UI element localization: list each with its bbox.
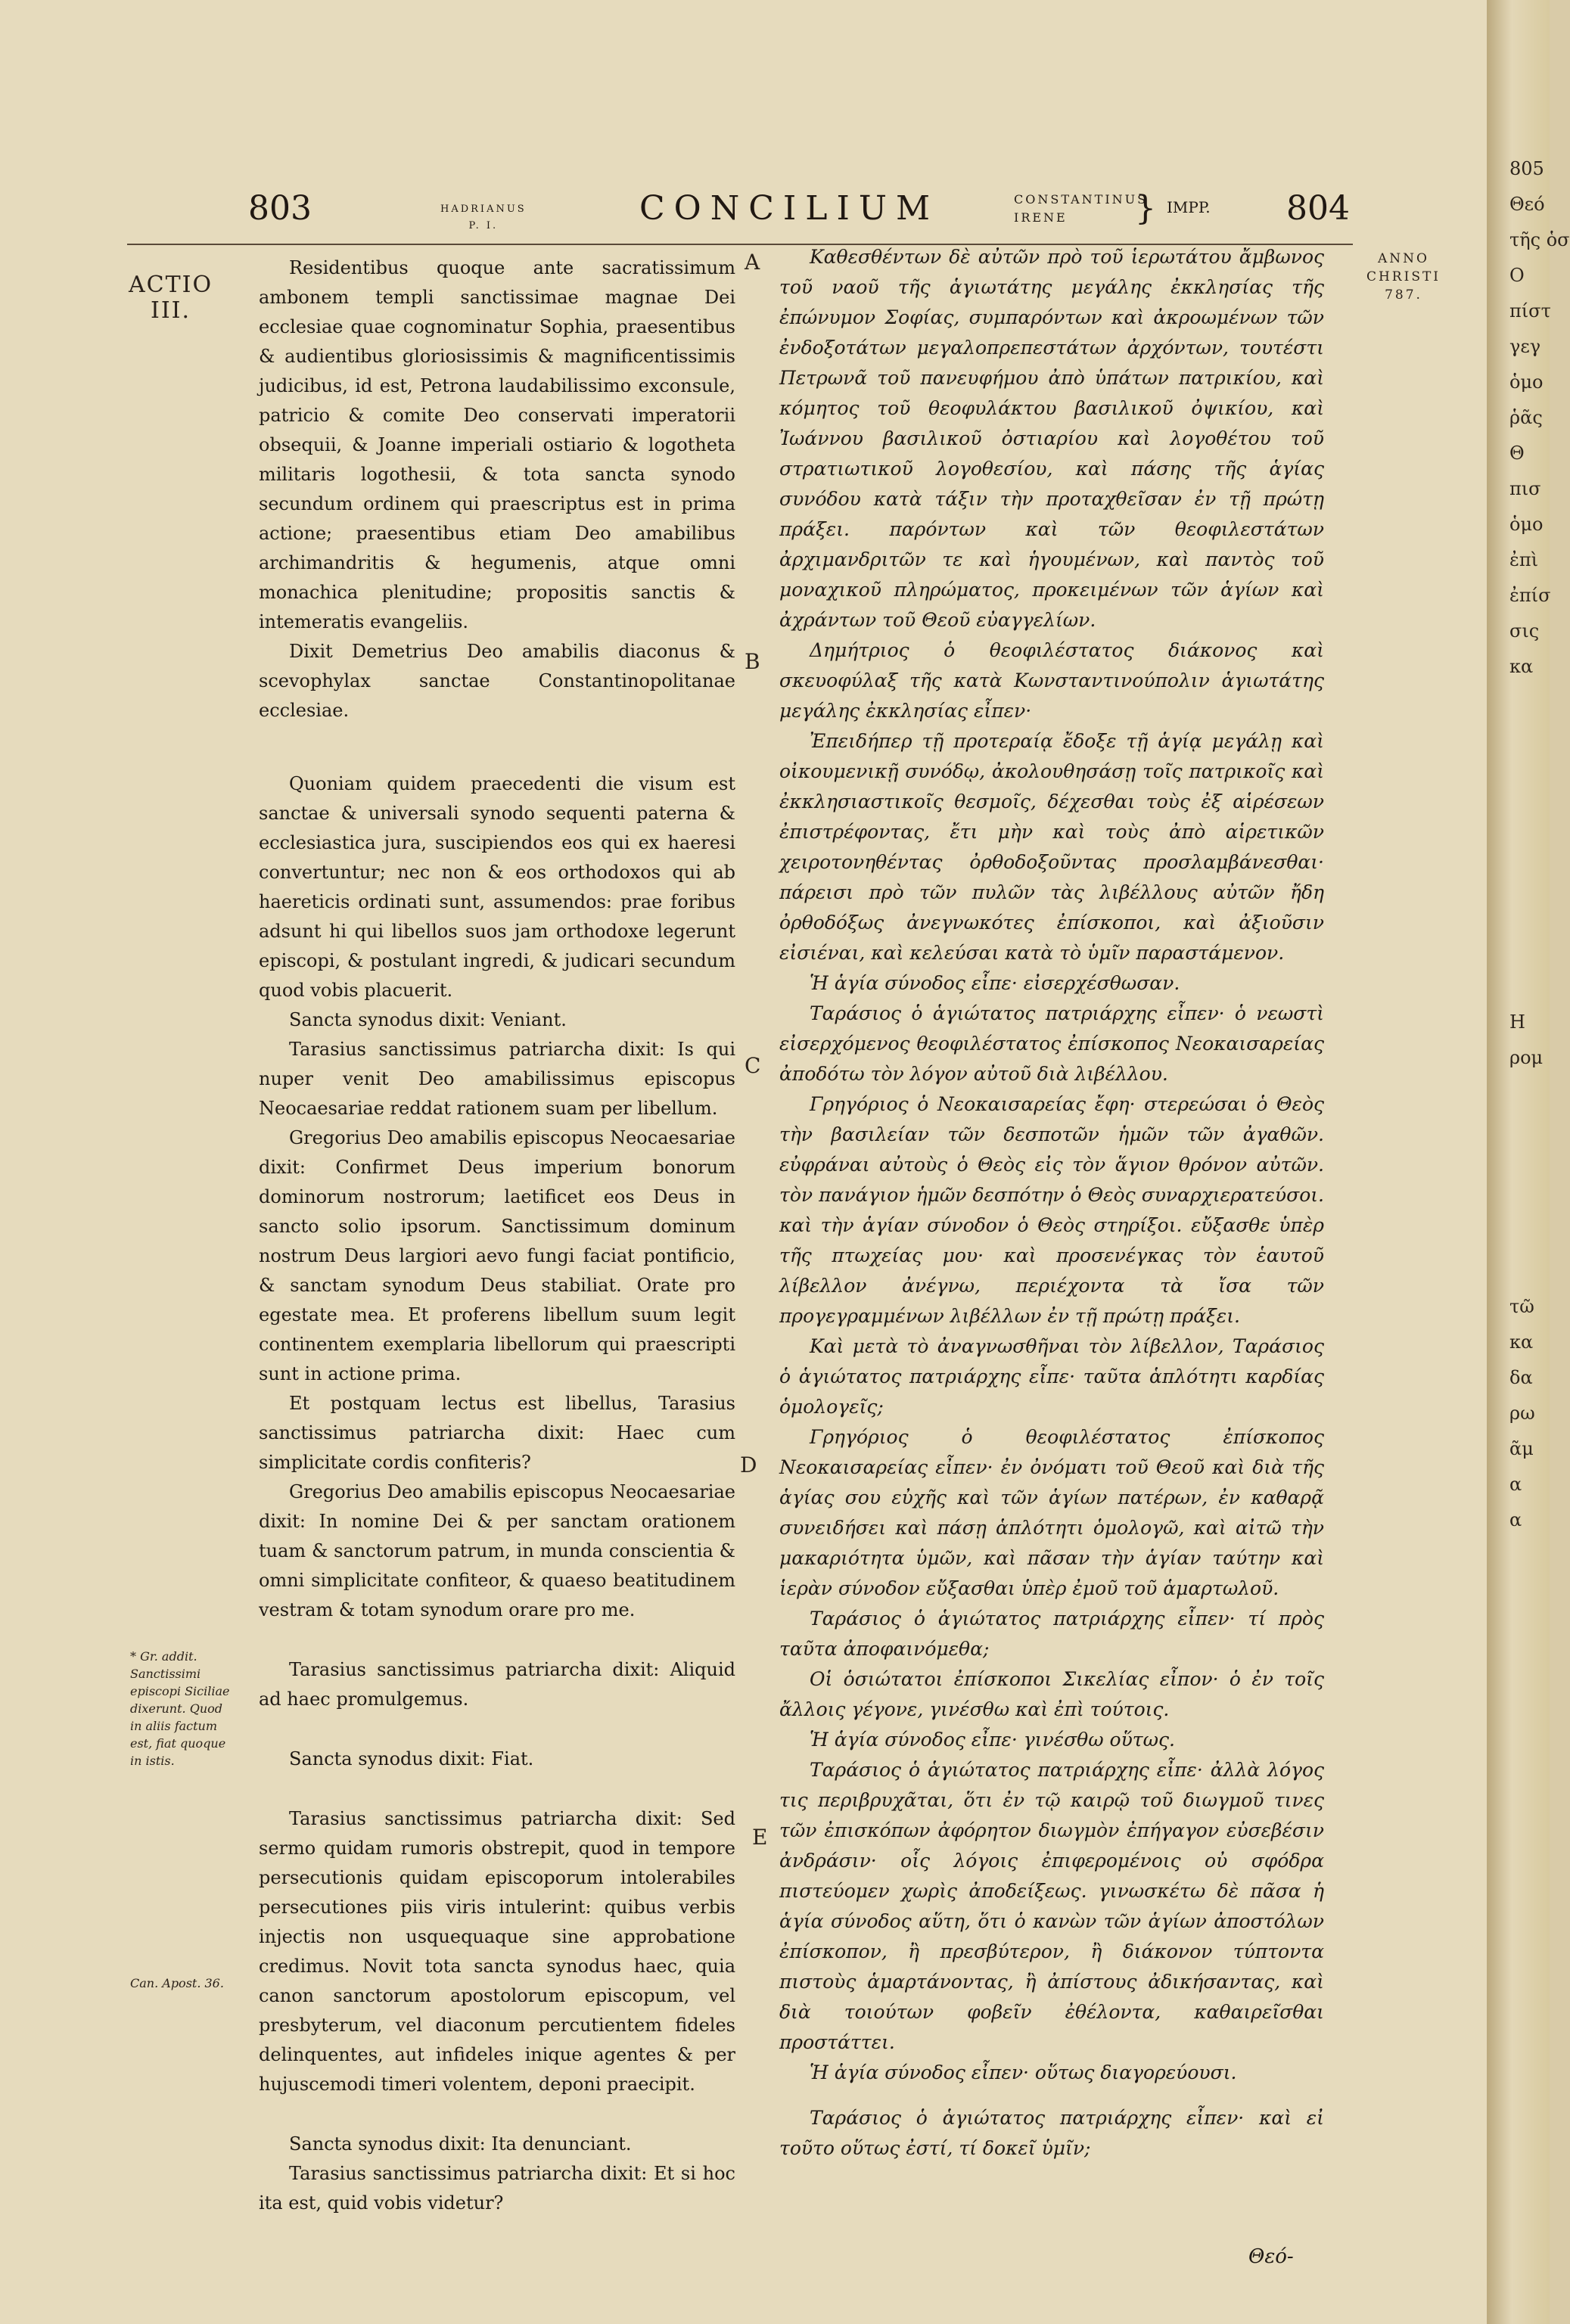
- greek-para: Γρηγόριος ὁ θεοφιλέστατος ἐπίσκοπος Νεοκαισαρείας εἶπεν· ἐν ὀνόματι τοῦ Θεοῦ καὶ διὰ τῆς ἁγίας σου εὐχῆς καὶ τῶν ἁγίων πατέρων, ἐν καθαρᾷ συνειδήσει καὶ πάσῃ ἁπλότητι ὁμολογῶ, καὶ αἰτῶ τὴν μακαριότητα ὑμῶν, καὶ πᾶσαν τὴν ἁγίαν ταύτην καὶ ἱερὰν σύνοδον εὔξασθαι ὑπὲρ ἐμοῦ τοῦ ἁμαρτωλοῦ.: [779, 1426, 1324, 1599]
- greek-para: Καὶ μετὰ τὸ ἀναγνωσθῆναι τὸν λίβελλον, Ταράσιος ὁ ἁγιώτατος πατριάρχης εἶπε· ταῦτα ἁπλότητι καρδίας ὁμολογεῖς;: [779, 1335, 1324, 1418]
- section-letter-a: A: [745, 250, 760, 275]
- greek-para: Ταράσιος ὁ ἁγιώτατος πατριάρχης εἶπε· ἀλλὰ λόγος τις περιβρυχᾶται, ὅτι ἐν τῷ καιρῷ τοῦ διωγμοῦ τινες τῶν ἐπισκόπων ἀφόρητον διωγμὸν ἐπήγαγον εὐσεβέσιν ἀνδράσιν· οἷς λόγοις ἐπιφερομένοις οὐ σφόδρα πιστεύομεν χωρὶς ἀποδείξεως. γινωσκέτω δὲ πᾶσα ἡ ἁγία σύνοδος αὕτη, ὅτι ὁ κανὼν τῶν ἁγίων ἀποστόλων ἐπίσκοπον, ἢ πρεσβύτερον, ἢ διάκονον τύπτοντα πιστοὺς ἁμαρτάνοντας, ἢ ἀπίστους ἀδικήσαντας, καὶ διὰ τοιούτων φοβεῖν ἐθέλοντα, καθαιρεῖσθαι προστάττει.: [779, 1759, 1324, 2053]
- greek-para: Οἱ ὁσιώτατοι ἐπίσκοποι Σικελίας εἶπον· ὁ ἐν τοῖς ἄλλοις γέγονε, γινέσθω καὶ ἐπὶ τούτοις.: [779, 1668, 1324, 1720]
- next-page-edge-text: 805 Θεό τῆς ὁσ Ο πίστ γεγ ὁμο ῥᾶς Θ πισ ὁμο ἐπὶ ἐπίσ σις κα Η ρομ τῶ κα δα ρω ᾶμ α α: [1509, 158, 1570, 1530]
- latin-para: Tarasius sanctissimus patriarcha dixit: Aliquid ad haec promulgemus.: [259, 1659, 735, 1710]
- latin-para: Tarasius sanctissimus patriarcha dixit: Is qui nuper venit Deo amabilissimus episcopus Neocaesariae reddat rationem suam per libellum.: [259, 1039, 735, 1119]
- latin-para: Sancta synodus dixit: Fiat.: [289, 1748, 534, 1769]
- latin-para: Sancta synodus dixit: Ita denunciant.: [289, 2133, 632, 2155]
- margin-actio: ACTIO III.: [129, 272, 213, 324]
- greek-para: Δημήτριος ὁ θεοφιλέστατος διάκονος καὶ σκευοφύλαξ τῆς κατὰ Κωνσταντινούπολιν ἁγιωτάτης μεγάλης ἐκκλησίας εἶπεν·: [779, 639, 1324, 722]
- greek-para: Ταράσιος ὁ ἁγιώτατος πατριάρχης εἶπεν· καὶ εἰ τοῦτο οὕτως ἐστί, τί δοκεῖ ὑμῖν;: [779, 2107, 1324, 2159]
- greek-para: Ἐπειδήπερ τῇ προτεραίᾳ ἔδοξε τῇ ἁγίᾳ μεγάλῃ καὶ οἰκουμενικῇ συνόδῳ, ἀκολουθησάσῃ τοῖς πατρικοῖς καὶ ἐκκλησιαστικοῖς θεσμοῖς, δέχεσθαι τοὺς ἐξ αἱρέσεων ἐπιστρέφοντας, ἔτι μὴν καὶ τοὺς ἀπὸ αἱρετικῶν χειροτονηθέντας ὀρθοδοξοῦντας προσλαμβάνεσθαι· πάρεισι πρὸ τῶν πυλῶν τὰς λιβέλλους αὐτῶν ἤδη ὀρθοδόξως ἀνεγνωκότες ἐπίσκοποι, καὶ ἀξιοῦσιν εἰσιέναι, καὶ κελεύσαι κατὰ τὸ ὑμῖν παραστάμενον.: [779, 730, 1324, 964]
- section-letter-d: D: [740, 1452, 757, 1477]
- latin-para: Residentibus quoque ante sacratissimum ambonem templi sanctissimae magnae Dei ecclesiae quae cognominatur Sophia, praesentibus & audientibus gloriosissimis & magnificentissimis judicibus, id est, Petrona laudabilissimo exconsule, patricio & comite Deo conservati imperatorii obsequii, & Joanne imperiali ostiario & logotheta militaris logothesii, & tota sancta synodo secundum ordinem qui praescriptus est in prima actione; praesentibus etiam Deo amabilibus archimandritis & hegumenis, atque omni monachica plenitudine; propositis sanctis & intemeratis evangeliis.: [259, 257, 735, 632]
- page-number-left: 803: [248, 189, 312, 228]
- latin-para: Gregorius Deo amabilis episcopus Neocaesariae dixit: In nomine Dei & per sanctam orationem tuam & sanctorum patrum, in munda conscientia & omni simplicitate confiteor, & quaeso beatitudinem vestram & totam synodum orare pro me.: [259, 1481, 735, 1620]
- greek-para: Ταράσιος ὁ ἁγιώτατος πατριάρχης εἶπεν· τί πρὸς ταῦτα ἀποφαινόμεθα;: [779, 1608, 1324, 1660]
- latin-para: Quoniam quidem praecedenti die visum est sanctae & universali synodo sequenti paterna & ecclesiastica jura, suscipiendos eos qui ex haeresi convertuntur; nec non & eos orthodoxos qui ab haereticis ordinati sunt, assumendos: prae foribus adsunt hi qui libellos suos jam orthodoxe legerunt episcopi, & postulant ingredi, & judicari secundum quod vobis placuerit.: [259, 773, 735, 1001]
- section-letter-c: C: [745, 1053, 761, 1078]
- running-head-impp: IMPP.: [1167, 198, 1211, 216]
- margin-note-greek-addition: * Gr. addit. Sanctissimi episcopi Siciliae dixerunt. Quod in aliis factum est, fiat quoque in istis.: [130, 1649, 230, 1768]
- section-letter-e: E: [752, 1825, 768, 1850]
- page-number-right: 804: [1286, 189, 1350, 228]
- greek-para: Γρηγόριος ὁ Νεοκαισαρείας ἔφη· στερεώσαι ὁ Θεὸς τὴν βασιλείαν τῶν δεσποτῶν ἡμῶν τῶν ἀγαθῶν. εὐφράναι αὐτοὺς ὁ Θεὸς εἰς τὸν ἅγιον θρόνον αὐτῶν. τὸν πανάγιον ἡμῶν δεσπότην ὁ Θεὸς συναρχιερατεύσοι. καὶ τὴν ἁγίαν σύνοδον ὁ Θεὸς στηρίξοι. εὔξασθε ὑπὲρ τῆς πτωχείας μου· καὶ προσενέγκας τὸν ἑαυτοῦ λίβελλον ἀνέγνω, περιέχοντα τὰ ἴσα τῶν προγεγραμμένων λιβέλλων ἐν τῇ πρώτῃ πράξει.: [779, 1093, 1324, 1327]
- latin-para: Gregorius Deo amabilis episcopus Neocaesariae dixit: Confirmet Deus imperium bonorum dominorum nostrorum; laetificet eos Deus in sancto solio ipsorum. Sanctissimum dominum nostrum Deus largiori aevo fungi faciat pontificio, & sanctam synodum Deus stabiliat. Orate pro egestate mea. Et proferens libellum suum legit continentem exemplaria libellorum qui praescripti sunt in actione prima.: [259, 1127, 735, 1384]
- latin-para: Sancta synodus dixit: Veniant.: [289, 1009, 567, 1030]
- greek-column: [779, 242, 1324, 2164]
- latin-column: [259, 253, 735, 2218]
- latin-para: Tarasius sanctissimus patriarcha dixit: Et si hoc ita est, quid vobis videtur?: [259, 2163, 735, 2214]
- latin-para: Dixit Demetrius Deo amabilis diaconus & scevophylax sanctae Constantinopolitanae ecclesiae.: [259, 641, 735, 721]
- greek-para: Ἡ ἁγία σύνοδος εἶπεν· οὕτως διαγορεύουσι.: [810, 2061, 1237, 2083]
- section-letter-b: B: [745, 649, 760, 674]
- running-head-title: CONCILIUM: [639, 189, 940, 228]
- brace-glyph: }: [1135, 189, 1156, 228]
- latin-para: Et postquam lectus est libellus, Tarasius sanctissimus patriarcha dixit: Haec cum simplicitate cordis confiteris?: [259, 1393, 735, 1473]
- margin-anno: ANNO CHRISTI 787.: [1366, 251, 1441, 303]
- margin-note-canon: Can. Apost. 36.: [130, 1976, 224, 1990]
- greek-para: Ταράσιος ὁ ἁγιώτατος πατριάρχης εἶπεν· ὁ νεωστὶ εἰσερχόμενος θεοφιλέστατος ἐπίσκοπος Νεοκαισαρείας ἀποδότω τὸν λόγον αὐτοῦ διὰ λιβέλλου.: [779, 1002, 1324, 1085]
- latin-para: Tarasius sanctissimus patriarcha dixit: Sed sermo quidam rumoris obstrepit, quod in tempore persecutionis quidam episcoporum intolerabiles persecutiones piis viris intulerint: quibus verbis injectis non usquequaque sine approbatione credimus. Novit tota sancta synodus haec, quia canon sanctorum apostolorum episcopum, vel presbyterum, vel diaconum percutientem fideles delinquentes, aut infideles inique agentes & per hujuscemodi timeri volentem, deponi praecipit.: [259, 1808, 735, 2095]
- catchword: Θεό-: [1248, 2245, 1294, 2268]
- running-head-emperors: CONSTANTINUS IRENE: [1014, 192, 1149, 225]
- greek-para: Ἡ ἁγία σύνοδος εἶπε· εἰσερχέσθωσαν.: [810, 972, 1180, 994]
- greek-para: Ἡ ἁγία σύνοδος εἶπε· γινέσθω οὕτως.: [810, 1729, 1175, 1751]
- greek-para: Καθεσθέντων δὲ αὐτῶν πρὸ τοῦ ἱερωτάτου ἄμβωνος τοῦ ναοῦ τῆς ἁγιωτάτης μεγάλης ἐκκλησίας τῆς ἐπώνυμον Σοφίας, συμπαρόντων καὶ ἀκροωμένων τῶν ἐνδοξοτάτων μεγαλοπρεπεστάτων ἀρχόντων, τουτέστι Πετρωνᾶ τοῦ πανευφήμου ἀπὸ ὑπάτων πατρικίου, καὶ κόμητος τοῦ θεοφυλάκτου βασιλικοῦ ὀψικίου, καὶ Ἰωάννου βασιλικοῦ ὀστιαρίου καὶ λογοθέτου τοῦ στρατιωτικοῦ λογοθεσίου, καὶ πάσης τῆς ἁγίας συνόδου κατὰ τάξιν τὴν προταχθεῖσαν ἐν τῇ πρώτῃ πράξει. παρόντων καὶ τῶν θεοφιλεστάτων ἀρχιμανδριτῶν τε καὶ ἡγουμένων, καὶ παντὸς τοῦ μοναχικοῦ πληρώματος, προκειμένων τῶν ἁγίων καὶ ἀχράντων τοῦ Θεοῦ εὐαγγελίων.: [779, 246, 1324, 631]
- running-head-pope: HADRIANUS P. I.: [440, 204, 527, 231]
